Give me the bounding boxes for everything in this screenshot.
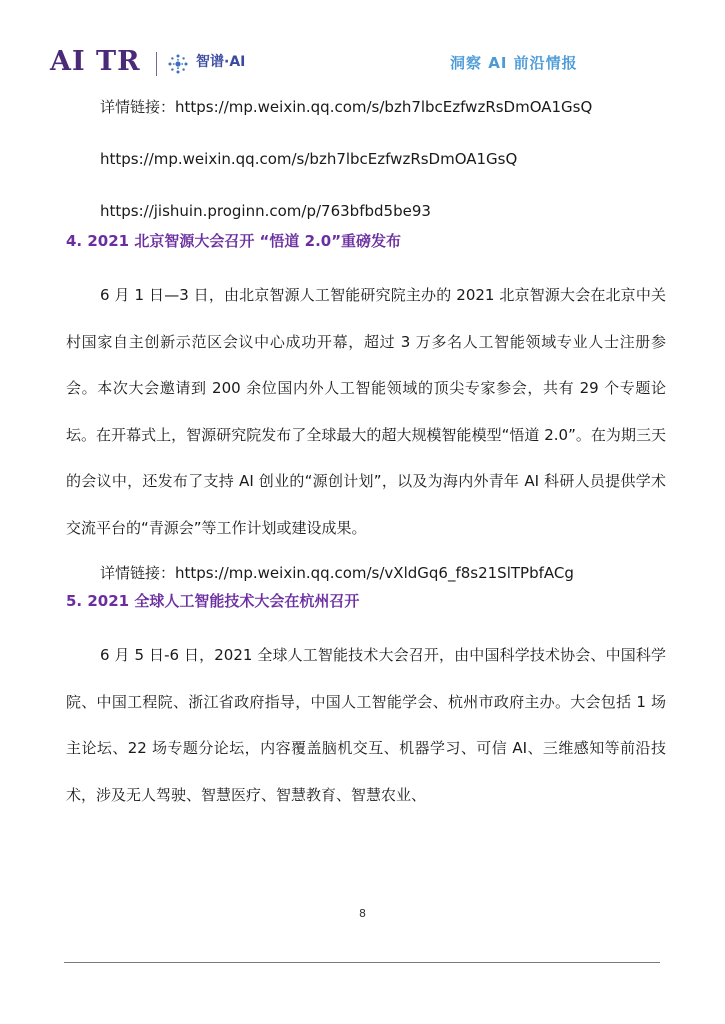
detail-link-2[interactable]: https://mp.weixin.qq.com/s/bzh7lbcEzfwzRsDmOA1GsQ	[100, 150, 518, 168]
section-5-body: 6 月 5 日-6 日，2021 全球人工智能技术大会召开，由中国科学技术协会、中国科学院、中国工程院、浙江省政府指导，中国人工智能学会、杭州市政府主办。大会包括 1 场主论坛、22 场专题分论坛，内容覆盖脑机交互、机器学习、可信 AI、三维感知等前沿技术，涉及无人驾驶、智慧医疗、智慧教育、智慧农业、	[66, 646, 666, 804]
detail-link-1[interactable]: 详情链接：https://mp.weixin.qq.com/s/bzh7lbcEzfwzRsDmOA1GsQ	[100, 98, 593, 116]
section-4-detail-link[interactable]: 详情链接：https://mp.weixin.qq.com/s/vXldGq6_f8s21SlTPbfACg	[100, 564, 574, 582]
page-content	[66, 96, 666, 818]
aitr-logo: AI TR	[50, 46, 141, 77]
footer-divider	[64, 962, 660, 963]
zhipu-logo-icon	[166, 52, 190, 76]
page-header	[0, 0, 725, 90]
detail-link-3[interactable]: https://jishuin.proginn.com/p/763bfbd5be93	[100, 202, 431, 220]
logo-divider	[156, 52, 157, 76]
section-5-title: 5. 2021 全球人工智能技术大会在杭州召开	[66, 592, 360, 610]
section-4-body: 6 月 1 日—3 日，由北京智源人工智能研究院主办的 2021 北京智源大会在北京中关村国家自主创新示范区会议中心成功开幕，超过 3 万多名人工智能领域专业人士注册参会。本次大会邀请到 200 余位国内外人工智能领域的顶尖专家参会，共有 29 个专题论坛。在开幕式上，智源研究院发布了全球最大的超大规模智能模型“悟道 2.0”。在为期三天的会议中，还发布了支持 AI 创业的“源创计划”，以及为海内外青年 AI 科研人员提供学术交流平台的“青源会”等工作计划或建设成果。	[66, 286, 666, 537]
section-4-title: 4. 2021 北京智源大会召开 “悟道 2.0”重磅发布	[66, 232, 402, 250]
header-slogan: 洞察 AI 前沿情报	[450, 54, 578, 72]
page-number: 8	[359, 907, 366, 920]
zhipu-ai-logo-text: 智谱·AI	[196, 54, 246, 70]
